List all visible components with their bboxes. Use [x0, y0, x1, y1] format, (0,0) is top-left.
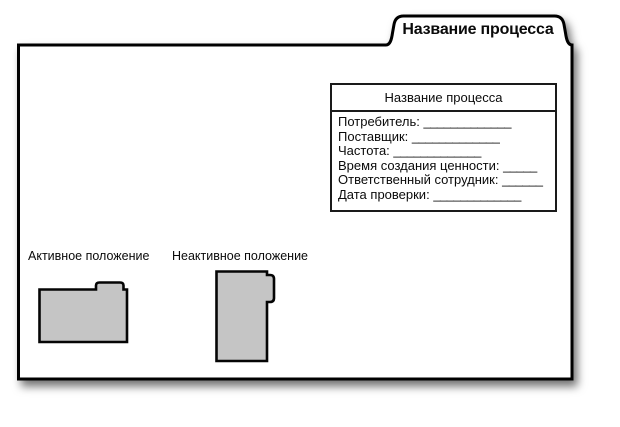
field-label: Ответственный сотрудник:: [338, 172, 499, 188]
inactive-position-label: Неактивное положение: [172, 249, 309, 263]
field-label: Дата проверки:: [338, 186, 430, 202]
field-row-responsible: [338, 173, 553, 188]
active-folder-icon: [37, 280, 130, 345]
field-blank-line: _____________: [393, 143, 481, 159]
active-folder-outline: [40, 283, 128, 343]
field-label: Поставщик:: [338, 128, 409, 144]
field-blank-line: _____________: [433, 186, 521, 202]
info-card-title: Название процесса: [332, 85, 555, 112]
field-blank-line: _____: [503, 157, 537, 173]
field-label: Частота:: [338, 143, 390, 159]
field-row-consumer: [338, 115, 553, 130]
folder-tab-title: Название процесса: [402, 21, 554, 38]
field-blank-line: _____________: [423, 114, 511, 129]
active-position-label: Активное положение: [28, 249, 150, 263]
field-row-supplier: [338, 130, 553, 145]
inactive-folder-outline: [217, 272, 275, 362]
field-blank-line: _____________: [411, 128, 500, 144]
field-row-value-time: [338, 159, 553, 174]
info-card-fields: [332, 112, 555, 203]
field-label: Время создания ценности:: [338, 157, 500, 173]
process-info-card: [330, 83, 557, 212]
field-row-frequency: [338, 144, 553, 159]
field-row-check-date: [338, 188, 553, 203]
inactive-folder-icon: [214, 269, 278, 364]
field-blank-line: ______: [502, 172, 543, 188]
field-label: Потребитель:: [338, 114, 420, 129]
